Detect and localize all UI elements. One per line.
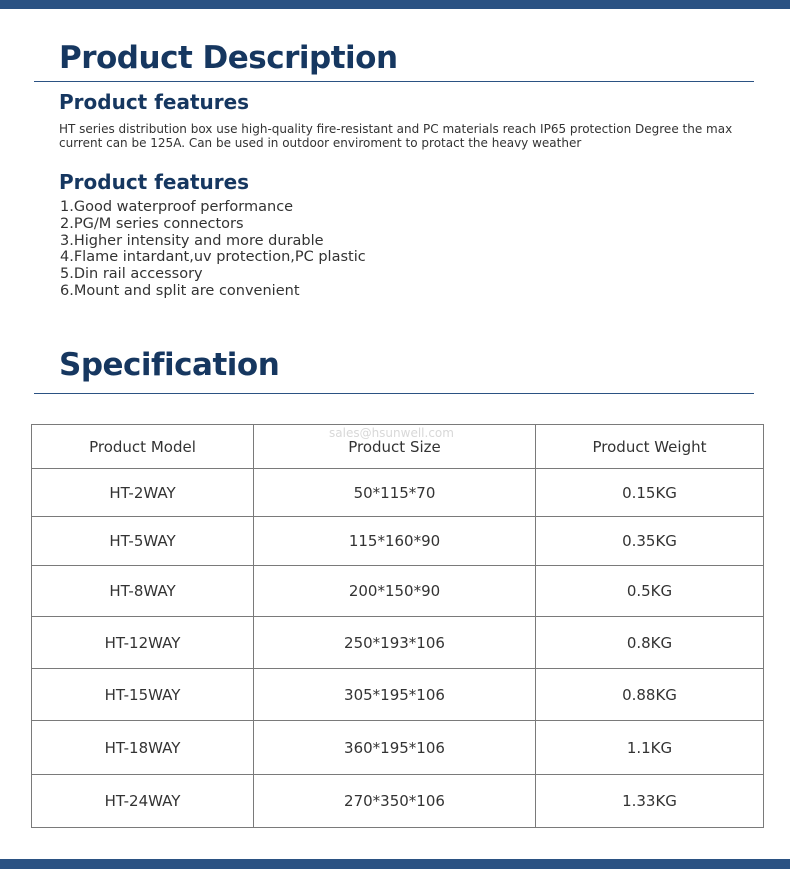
- cell-model: HT-18WAY: [32, 721, 254, 775]
- features-heading-2: Product features: [59, 170, 250, 194]
- cell-size: 360*195*106: [254, 721, 536, 775]
- feature-item: 6.Mount and split are convenient: [60, 282, 300, 299]
- cell-weight: 0.15KG: [536, 469, 764, 517]
- features-heading-1: Product features: [59, 90, 250, 114]
- description-heading: Product Description: [59, 40, 398, 76]
- top-accent-bar: [0, 0, 790, 9]
- cell-weight: 1.1KG: [536, 721, 764, 775]
- feature-item: 3.Higher intensity and more durable: [60, 232, 324, 249]
- cell-weight: 0.88KG: [536, 669, 764, 721]
- cell-model: HT-12WAY: [32, 617, 254, 669]
- cell-weight: 0.8KG: [536, 617, 764, 669]
- description-text: HT series distribution box use high-quality fire-resistant and PC materials reach IP65 protection Degree the max current can be 125A. Can be used in outdoor enviroment to protact the heavy weather: [59, 122, 733, 150]
- table-row: [32, 617, 764, 669]
- table-row: [32, 469, 764, 517]
- cell-size: 305*195*106: [254, 669, 536, 721]
- cell-model: HT-15WAY: [32, 669, 254, 721]
- table-row: [32, 775, 764, 828]
- header-model: Product Model: [32, 425, 254, 469]
- feature-item: 4.Flame intardant,uv protection,PC plastic: [60, 249, 366, 266]
- cell-size: 200*150*90: [254, 566, 536, 617]
- cell-model: HT-8WAY: [32, 566, 254, 617]
- cell-weight: 0.35KG: [536, 517, 764, 566]
- cell-model: HT-24WAY: [32, 775, 254, 828]
- table-row: [32, 721, 764, 775]
- specification-table: [31, 424, 764, 828]
- table-row: [32, 669, 764, 721]
- feature-list: [60, 199, 366, 300]
- specification-heading: Specification: [59, 347, 280, 383]
- feature-item: 1.Good waterproof performance: [60, 199, 294, 215]
- feature-item: 2.PG/M series connectors: [60, 215, 244, 232]
- watermark: sales@hsunwell.com: [329, 426, 454, 440]
- header-weight: Product Weight: [536, 425, 764, 469]
- cell-weight: 0.5KG: [536, 566, 764, 617]
- cell-size: 270*350*106: [254, 775, 536, 828]
- cell-size: 250*193*106: [254, 617, 536, 669]
- bottom-accent-bar: [0, 859, 790, 869]
- cell-size: 115*160*90: [254, 517, 536, 566]
- cell-weight: 1.33KG: [536, 775, 764, 828]
- cell-size: 50*115*70: [254, 469, 536, 517]
- cell-model: HT-2WAY: [32, 469, 254, 517]
- feature-item: 5.Din rail accessory: [60, 266, 203, 283]
- table-row: [32, 566, 764, 617]
- header-size: Product Size: [254, 425, 536, 469]
- table-row: [32, 517, 764, 566]
- description-divider: [34, 81, 754, 82]
- cell-model: HT-5WAY: [32, 517, 254, 566]
- specification-divider: [34, 393, 754, 394]
